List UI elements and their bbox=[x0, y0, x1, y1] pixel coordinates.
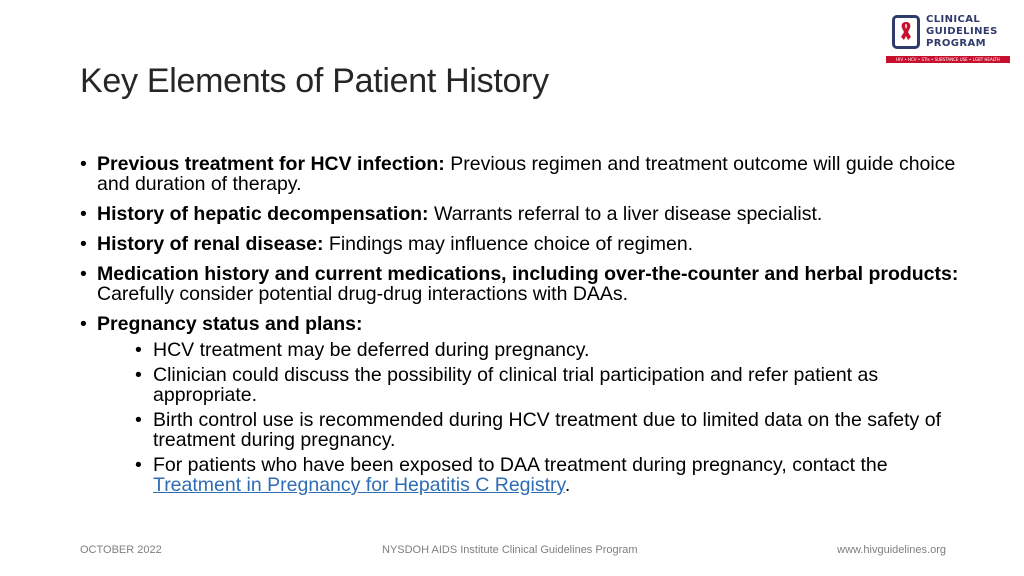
logo-line-3: PROGRAM bbox=[926, 38, 986, 49]
logo-tagline: HIV • HCV • STIs • SUBSTANCE USE • LGBT HEALTH bbox=[886, 56, 1010, 63]
bullet-lead: Pregnancy status and plans: bbox=[97, 313, 363, 335]
logo-wordmark bbox=[926, 14, 998, 50]
sub-bullet: • HCV treatment may be deferred during pregnancy. bbox=[135, 340, 960, 360]
bullet-previous-treatment bbox=[80, 154, 960, 194]
bullet-lead: Previous treatment for HCV infection: bbox=[97, 153, 445, 175]
bullet-text: Findings may influence choice of regimen. bbox=[323, 233, 694, 255]
sub-bullet-list bbox=[97, 340, 960, 495]
bullet-medication-history bbox=[80, 264, 960, 304]
footer-org: NYSDOH AIDS Institute Clinical Guidelines Program bbox=[382, 544, 638, 556]
bullet-list bbox=[80, 154, 960, 505]
bullet-text: Previous regimen and treatment outcome will guide choice and duration of therapy. bbox=[97, 153, 956, 195]
sub-bullet-text: For patients who have been exposed to DAA treatment during pregnancy, contact the bbox=[153, 454, 888, 476]
bullet-text: Carefully consider potential drug-drug interactions with DAAs. bbox=[97, 283, 629, 305]
logo-line-1: CLINICAL bbox=[926, 14, 981, 25]
sub-bullet-period: . bbox=[564, 474, 571, 496]
sub-bullet-registry bbox=[135, 455, 960, 495]
footer-url: www.hivguidelines.org bbox=[837, 544, 946, 556]
bullet-lead: History of renal disease: bbox=[97, 233, 324, 255]
sub-bullet: • Clinician could discuss the possibility of clinical trial participation and refer patient as appropriate. bbox=[135, 365, 960, 405]
bullet-lead: Medication history and current medications, including over-the-counter and herbal products: bbox=[97, 263, 959, 285]
registry-link[interactable]: Treatment in Pregnancy for Hepatitis C Registry bbox=[153, 474, 565, 496]
logo-line-2: GUIDELINES bbox=[926, 26, 998, 37]
logo-badge bbox=[892, 15, 920, 49]
bullet-text: Warrants referral to a liver disease specialist. bbox=[428, 203, 823, 225]
clinical-guidelines-logo bbox=[886, 13, 1010, 65]
footer-date: OCTOBER 2022 bbox=[80, 544, 162, 556]
bullet-renal-disease bbox=[80, 234, 960, 254]
slide-title: Key Elements of Patient History bbox=[80, 62, 549, 100]
sub-bullet: • Birth control use is recommended during HCV treatment due to limited data on the safety of treatment during pregnancy. bbox=[135, 410, 960, 450]
bullet-lead: History of hepatic decompensation: bbox=[97, 203, 429, 225]
bullet-hepatic-decompensation bbox=[80, 204, 960, 224]
bullet-pregnancy-status bbox=[80, 314, 960, 495]
ribbon-icon bbox=[897, 20, 915, 44]
